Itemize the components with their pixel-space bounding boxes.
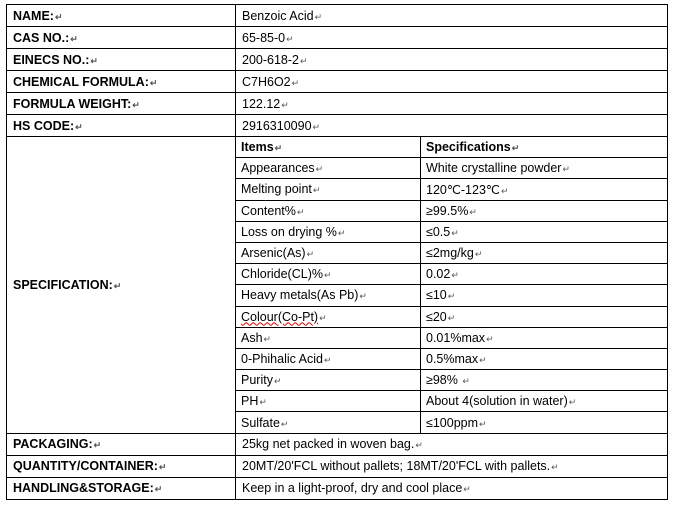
spec-item-row — [236, 264, 667, 285]
spec-item-value: 120℃-123℃↵ — [421, 179, 668, 200]
table-row — [7, 433, 668, 455]
spec-item-value: ≤0.5↵ — [421, 221, 668, 242]
spec-item-value: 0.5%max↵ — [421, 348, 668, 369]
spec-item-row — [236, 370, 667, 391]
table-row — [7, 49, 668, 71]
row-label: HS CODE:↵ — [7, 115, 236, 137]
spec-item-name: Melting point↵ — [236, 179, 421, 200]
product-spec-table — [6, 4, 668, 500]
row-label: CAS NO.:↵ — [7, 27, 236, 49]
spec-item-value: White crystalline powder↵ — [421, 158, 668, 179]
specification-row — [7, 137, 668, 434]
spec-item-row — [236, 348, 667, 369]
row-label: HANDLING&STORAGE:↵ — [7, 477, 236, 499]
row-label: EINECS NO.:↵ — [7, 49, 236, 71]
table-row — [7, 71, 668, 93]
specification-subtable — [236, 137, 667, 433]
row-value: C7H6O2↵ — [236, 71, 668, 93]
row-value: Keep in a light-proof, dry and cool place↵ — [236, 477, 668, 499]
row-value: 65-85-0↵ — [236, 27, 668, 49]
spec-item-value: ≤2mg/kg↵ — [421, 242, 668, 263]
row-value: 2916310090↵ — [236, 115, 668, 137]
spec-item-value: ≤100ppm↵ — [421, 412, 668, 433]
spec-item-row — [236, 306, 667, 327]
table-row — [7, 27, 668, 49]
spec-item-value: 0.02↵ — [421, 264, 668, 285]
specification-cell — [236, 137, 668, 434]
spec-header-row — [236, 137, 667, 158]
row-label: CHEMICAL FORMULA:↵ — [7, 71, 236, 93]
row-label: FORMULA WEIGHT:↵ — [7, 93, 236, 115]
spec-item-row — [236, 179, 667, 200]
row-value: 20MT/20'FCL without pallets; 18MT/20'FCL with pallets.↵ — [236, 455, 668, 477]
spec-item-name: Loss on drying %↵ — [236, 221, 421, 242]
spec-item-row — [236, 158, 667, 179]
specification-label: SPECIFICATION:↵ — [7, 137, 236, 434]
row-value: Benzoic Acid↵ — [236, 5, 668, 27]
table-row — [7, 115, 668, 137]
spec-item-name: Purity↵ — [236, 370, 421, 391]
table-row — [7, 5, 668, 27]
spec-item-name: Colour(Co-Pt)↵ — [236, 306, 421, 327]
spec-item-value: 0.01%max↵ — [421, 327, 668, 348]
spec-item-value: About 4(solution in water)↵ — [421, 391, 668, 412]
row-value: 25kg net packed in woven bag.↵ — [236, 433, 668, 455]
row-value: 200-618-2↵ — [236, 49, 668, 71]
spec-item-row — [236, 242, 667, 263]
row-label: PACKAGING:↵ — [7, 433, 236, 455]
items-header: Items↵ — [236, 137, 421, 158]
row-label: QUANTITY/CONTAINER:↵ — [7, 455, 236, 477]
row-value: 122.12↵ — [236, 93, 668, 115]
row-label: NAME:↵ — [7, 5, 236, 27]
spec-item-name: Appearances↵ — [236, 158, 421, 179]
spec-sheet — [6, 4, 668, 500]
spec-item-name: Ash↵ — [236, 327, 421, 348]
spec-item-row — [236, 412, 667, 433]
spec-item-name: Content%↵ — [236, 200, 421, 221]
spec-item-name: Chloride(CL)%↵ — [236, 264, 421, 285]
spec-item-value: ≤10↵ — [421, 285, 668, 306]
spec-item-name: PH↵ — [236, 391, 421, 412]
spec-item-value: ≥98% ↵ — [421, 370, 668, 391]
table-row — [7, 455, 668, 477]
spec-item-name: Heavy metals(As Pb)↵ — [236, 285, 421, 306]
spec-item-row — [236, 200, 667, 221]
spec-item-value: ≥99.5%↵ — [421, 200, 668, 221]
table-row — [7, 477, 668, 499]
spec-item-name: Arsenic(As)↵ — [236, 242, 421, 263]
table-row — [7, 93, 668, 115]
spec-item-value: ≤20↵ — [421, 306, 668, 327]
spec-item-name: 0-Phihalic Acid↵ — [236, 348, 421, 369]
specifications-header: Specifications↵ — [421, 137, 668, 158]
spec-item-row — [236, 221, 667, 242]
spec-item-row — [236, 391, 667, 412]
spec-item-row — [236, 285, 667, 306]
spec-item-name: Sulfate↵ — [236, 412, 421, 433]
spec-item-row — [236, 327, 667, 348]
